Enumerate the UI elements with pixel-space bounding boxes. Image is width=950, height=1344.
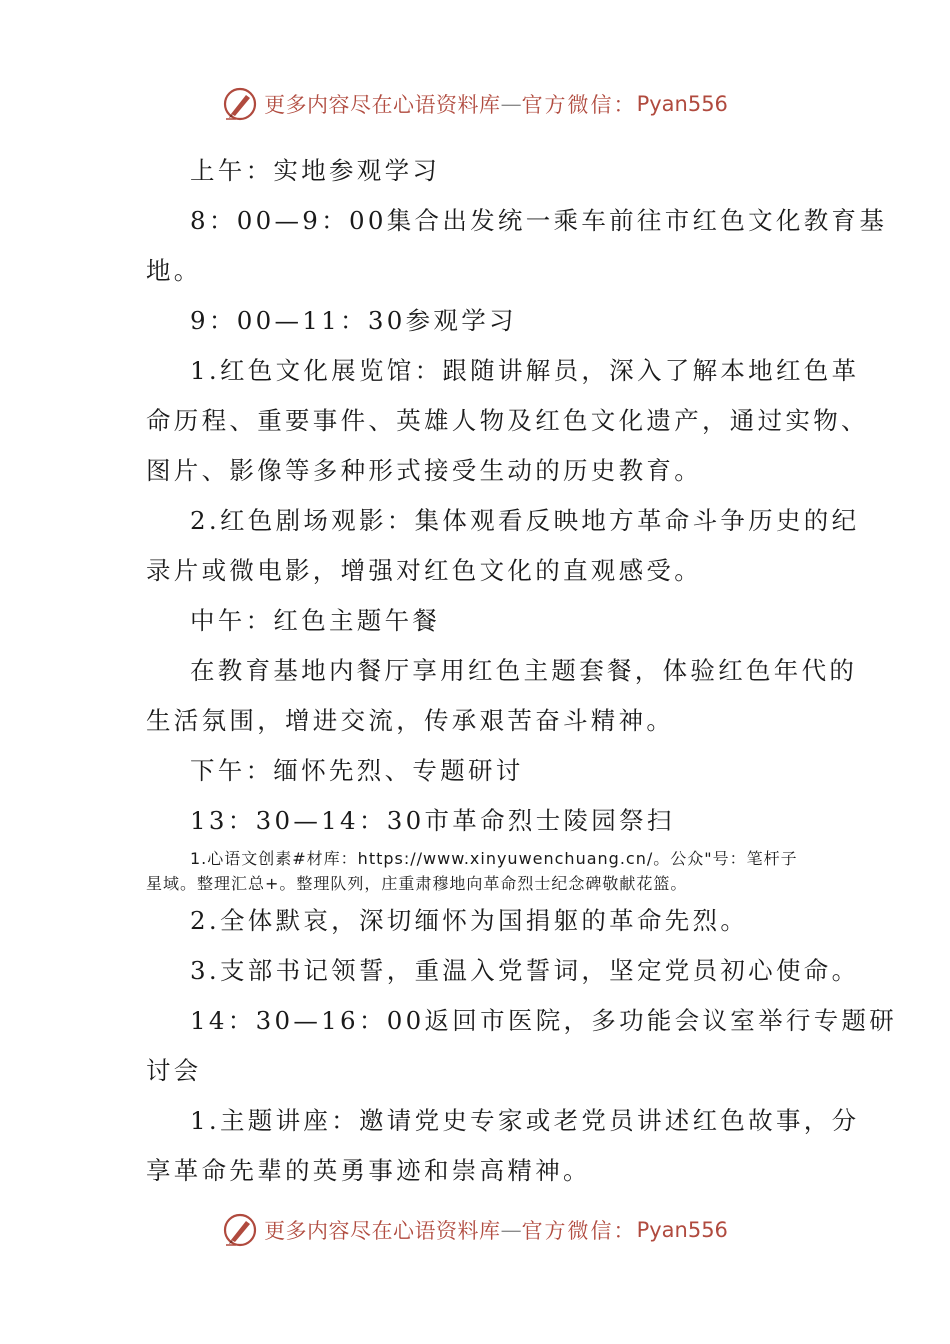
paragraph-line: 2.红色剧场观影：集体观看反映地方革命斗争历史的纪 — [190, 506, 860, 535]
footer-banner — [0, 1208, 950, 1252]
pen-nib-logo-icon — [222, 1212, 258, 1248]
section-heading-morning: 上午：实地参观学习 — [190, 156, 441, 185]
banner-wechat-id: Pyan556 — [636, 1218, 728, 1242]
paragraph-line: 3.支部书记领誓，重温入党誓词，坚定党员初心使命。 — [190, 956, 860, 985]
banner-brand-text: 更多内容尽在心语资料库 — [264, 1219, 501, 1243]
banner-brand-text: 更多内容尽在心语资料库 — [264, 93, 501, 117]
document-body — [146, 146, 898, 1196]
paragraph-line: 在教育基地内餐厅享用红色主题套餐，体验红色年代的 — [190, 656, 858, 685]
paragraph-line: 讨会 — [146, 1056, 202, 1085]
pen-nib-logo-icon — [222, 86, 258, 122]
small-paragraph-line: 星域。整理汇总+。整理队列，庄重肃穆地向革命烈士纪念碑敬献花篮。 — [146, 874, 688, 893]
paragraph-line: 14：30—16：00返回市医院，多功能会议室举行专题研 — [190, 1006, 898, 1035]
banner-wechat-label: 官方微信： — [521, 93, 637, 117]
small-paragraph-line: 1.心语文创素#材库：https://www.xinyuwenchuang.cn/。公众"号：笔杆子 — [190, 849, 798, 868]
paragraph-line: 1.红色文化展览馆：跟随讲解员，深入了解本地红色革 — [190, 356, 860, 385]
banner-wechat-label: 官方微信： — [521, 1219, 637, 1243]
paragraph-line: 13：30—14：30市革命烈士陵园祭扫 — [190, 806, 675, 835]
paragraph-line: 9：00—11：30参观学习 — [190, 306, 517, 335]
paragraph-line: 地。 — [146, 256, 202, 285]
banner-dash: — — [500, 92, 522, 116]
paragraph-line: 命历程、重要事件、英雄人物及红色文化遗产，通过实物、 — [146, 406, 869, 435]
banner-dash: — — [500, 1218, 522, 1242]
paragraph-line: 生活氛围，增进交流，传承艰苦奋斗精神。 — [146, 706, 675, 735]
paragraph-line: 8：00—9：00集合出发统一乘车前往市红色文化教育基 — [190, 206, 888, 235]
paragraph-line: 录片或微电影，增强对红色文化的直观感受。 — [146, 556, 702, 585]
section-heading-noon: 中午：红色主题午餐 — [190, 606, 441, 635]
paragraph-line: 图片、影像等多种形式接受生动的历史教育。 — [146, 456, 702, 485]
paragraph-line: 享革命先辈的英勇事迹和崇高精神。 — [146, 1156, 591, 1185]
banner-wechat-id: Pyan556 — [636, 92, 728, 116]
section-heading-afternoon: 下午：缅怀先烈、专题研讨 — [190, 756, 524, 785]
paragraph-line: 2.全体默哀，深切缅怀为国捐躯的革命先烈。 — [190, 906, 749, 935]
header-banner — [0, 82, 950, 126]
paragraph-line: 1.主题讲座：邀请党史专家或老党员讲述红色故事，分 — [190, 1106, 860, 1135]
small-text-block — [146, 846, 808, 896]
